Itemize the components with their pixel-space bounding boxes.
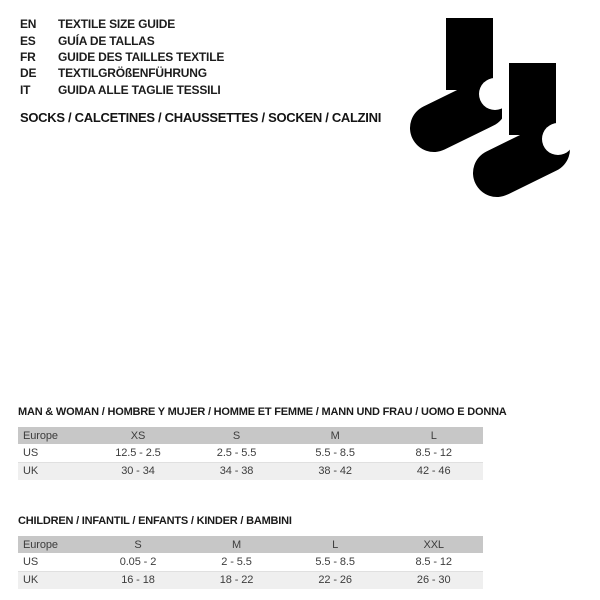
table-header-row — [18, 536, 483, 553]
table-row-uk — [18, 571, 483, 589]
language-title: GUÍA DE TALLAS — [58, 33, 155, 48]
size-value: 0.05 - 2 — [119, 555, 157, 568]
size-value: 42 - 46 — [416, 465, 451, 478]
language-title: GUIDA ALLE TAGLIE TESSILI — [58, 82, 221, 97]
socks-icon — [408, 16, 580, 201]
column-header-region: Europe — [23, 429, 58, 442]
size-value: 2.5 - 5.5 — [216, 446, 257, 459]
language-code: ES — [20, 33, 36, 48]
size-table-adult — [18, 427, 483, 480]
row-label: UK — [23, 465, 39, 478]
table-row-uk — [18, 462, 483, 480]
size-value: 8.5 - 12 — [415, 555, 452, 568]
size-value: 38 - 42 — [318, 465, 352, 478]
language-title: GUIDE DES TAILLES TEXTILE — [58, 49, 225, 64]
size-value: 22 - 26 — [318, 574, 352, 587]
size-table-children — [18, 536, 483, 589]
size-table-section-adult — [18, 406, 507, 480]
language-title: TEXTILE SIZE GUIDE — [58, 17, 176, 32]
size-value: 12.5 - 2.5 — [115, 446, 161, 459]
table-row-us — [18, 553, 483, 571]
size-value: 5.5 - 8.5 — [315, 446, 355, 459]
table-header-row — [18, 427, 483, 444]
size-value: 5.5 - 8.5 — [315, 555, 355, 568]
column-header-size: M — [232, 538, 242, 551]
language-row-de — [20, 65, 224, 81]
column-header-size: XXL — [423, 538, 444, 551]
language-row-fr — [20, 49, 224, 65]
sock-back — [434, 18, 511, 128]
language-code: DE — [20, 66, 37, 81]
table-row-us — [18, 444, 483, 462]
size-value: 16 - 18 — [121, 574, 155, 587]
column-header-region: Europe — [23, 538, 58, 551]
size-table-section-children — [18, 515, 483, 589]
row-label: UK — [23, 574, 39, 587]
size-value: 34 - 38 — [219, 465, 254, 478]
language-row-it — [20, 82, 224, 98]
category-title: SOCKS / CALCETINES / CHAUSSETTES / SOCKEN / CALZINI — [20, 110, 382, 125]
size-value: 26 - 30 — [416, 574, 451, 587]
row-label: US — [23, 446, 39, 459]
size-value: 2 - 5.5 — [221, 555, 252, 568]
language-code: FR — [20, 49, 36, 64]
column-header-size: S — [232, 429, 241, 442]
language-code: IT — [20, 82, 31, 97]
table-title-adult: MAN & WOMAN / HOMBRE Y MUJER / HOMME ET FEMME / MANN UND FRAU / UOMO E DONNA — [18, 406, 507, 418]
language-code: EN — [20, 17, 37, 32]
column-header-size: L — [430, 429, 437, 442]
table-title-children: CHILDREN / INFANTIL / ENFANTS / KINDER / BAMBINI — [18, 515, 292, 527]
size-value: 8.5 - 12 — [415, 446, 452, 459]
column-header-size: XS — [130, 429, 146, 442]
language-guide-list — [20, 16, 224, 98]
size-value: 18 - 22 — [219, 574, 254, 587]
language-row-es — [20, 32, 224, 48]
language-title: TEXTILGRÖßENFÜHRUNG — [58, 66, 207, 81]
column-header-size: L — [332, 538, 339, 551]
column-header-size: S — [134, 538, 142, 551]
size-value: 30 - 34 — [121, 465, 155, 478]
language-row-en — [20, 16, 224, 32]
column-header-size: M — [330, 429, 340, 442]
sock-front — [497, 56, 574, 173]
row-label: US — [23, 555, 39, 568]
